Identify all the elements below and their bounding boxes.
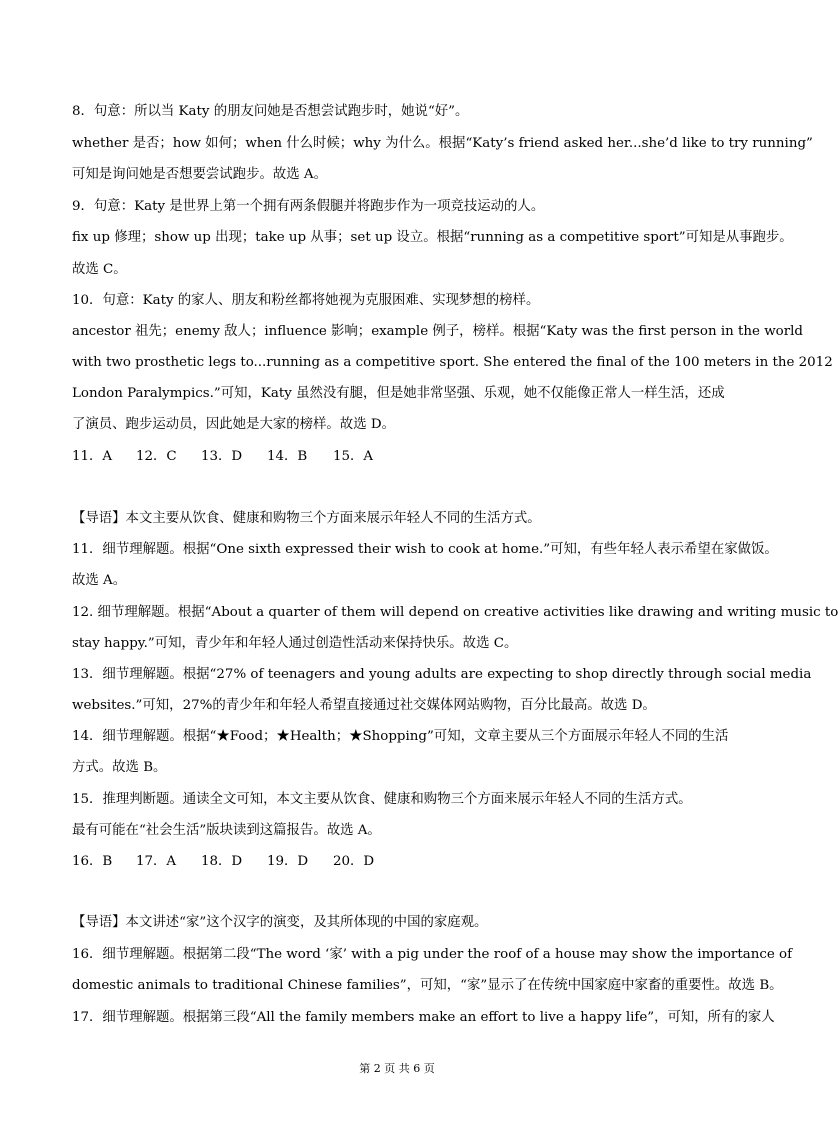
- text-line: 了演员、跑步运动员，因此她是大家的榜样。故选 D。: [72, 417, 395, 432]
- text-line: 13．细节理解题。根据“27% of teenagers and young adults are expecting to shop directly through social media: [72, 667, 812, 682]
- answer-item: 12．C: [136, 449, 177, 464]
- text-line: 12. 细节理解题。根据“About a quarter of them will depend on creative activities like drawing and writing music to: [72, 605, 838, 620]
- text-line: 故选 A。: [72, 573, 127, 588]
- text-line: 16．细节理解题。根据第二段“The word ‘家’ with a pig under the roof of a house may show the importance of: [72, 947, 793, 962]
- answer-item: 17．A: [136, 854, 177, 869]
- page-footer: 第 2 页 共 6 页: [359, 1062, 435, 1075]
- text-line: 故选 C。: [72, 262, 127, 277]
- answer-item: 15．A: [333, 449, 374, 464]
- text-line: stay happy.”可知，青少年和年轻人通过创造性活动来保持快乐。故选 C。: [72, 636, 518, 651]
- section-intro: 【导语】本文主要从饮食、健康和购物三个方面来展示年轻人不同的生活方式。: [72, 511, 541, 526]
- text-line: whether 是否；how 如何；when 什么时候；why 为什么。根据“Katy’s friend asked her...she’d like to try running”: [72, 136, 813, 151]
- text-line: 14．细节理解题。根据“★Food；★Health；★Shopping”可知，文章主要从三个方面展示年轻人不同的生活: [72, 729, 729, 744]
- text-line: 10．句意：Katy 的家人、朋友和粉丝都将她视为克服困难、实现梦想的榜样。: [72, 293, 540, 308]
- text-line: 9．句意：Katy 是世界上第一个拥有两条假腿并将跑步作为一项竞技运动的人。: [72, 199, 545, 214]
- answer-item: 11．A: [72, 449, 113, 464]
- text-line: 方式。故选 B。: [72, 760, 167, 775]
- text-line: London Paralympics.”可知，Katy 虽然没有腿，但是她非常坚强、乐观，她不仅能像正常人一样生活，还成: [72, 386, 725, 401]
- text-line: 17．细节理解题。根据第三段“All the family members make an effort to live a happy life”，可知，所有的家人: [72, 1010, 775, 1025]
- answer-item: 16．B: [72, 854, 113, 869]
- text-line: websites.”可知，27%的青少年和年轻人希望直接通过社交媒体网站购物，百分比最高。故选 D。: [72, 698, 656, 713]
- section-intro: 【导语】本文讲述“家”这个汉字的演变，及其所体现的中国的家庭观。: [72, 915, 488, 930]
- text-line: fix up 修理；show up 出现；take up 从事；set up 设立。根据“running as a competitive sport”可知是从事跑步。: [72, 230, 793, 245]
- text-line: 11．细节理解题。根据“One sixth expressed their wish to cook at home.”可知，有些年轻人表示希望在家做饭。: [72, 542, 778, 557]
- answer-item: 20．D: [333, 854, 375, 869]
- text-line: ancestor 祖先；enemy 敌人；influence 影响；example 例子，榜样。根据“Katy was the first person in the world: [72, 324, 803, 339]
- text-line: with two prosthetic legs to...running as a competitive sport. She entered the final of the 100 meters in the 2012: [72, 355, 833, 370]
- answer-item: 13．D: [201, 449, 243, 464]
- text-line: 最有可能在“社会生活”版块读到这篇报告。故选 A。: [72, 823, 381, 838]
- answer-item: 18．D: [201, 854, 243, 869]
- text-line: 15．推理判断题。通读全文可知，本文主要从饮食、健康和购物三个方面来展示年轻人不同的生活方式。: [72, 792, 692, 807]
- answer-item: 14．B: [267, 449, 308, 464]
- answer-item: 19．D: [267, 854, 309, 869]
- text-line: 8．句意：所以当 Katy 的朋友问她是否想尝试跑步时，她说“好”。: [72, 104, 469, 119]
- text-line: 可知是询问她是否想要尝试跑步。故选 A。: [72, 167, 327, 182]
- text-line: domestic animals to traditional Chinese families”，可知，“家”显示了在传统中国家庭中家畜的重要性。故选 B。: [72, 978, 783, 993]
